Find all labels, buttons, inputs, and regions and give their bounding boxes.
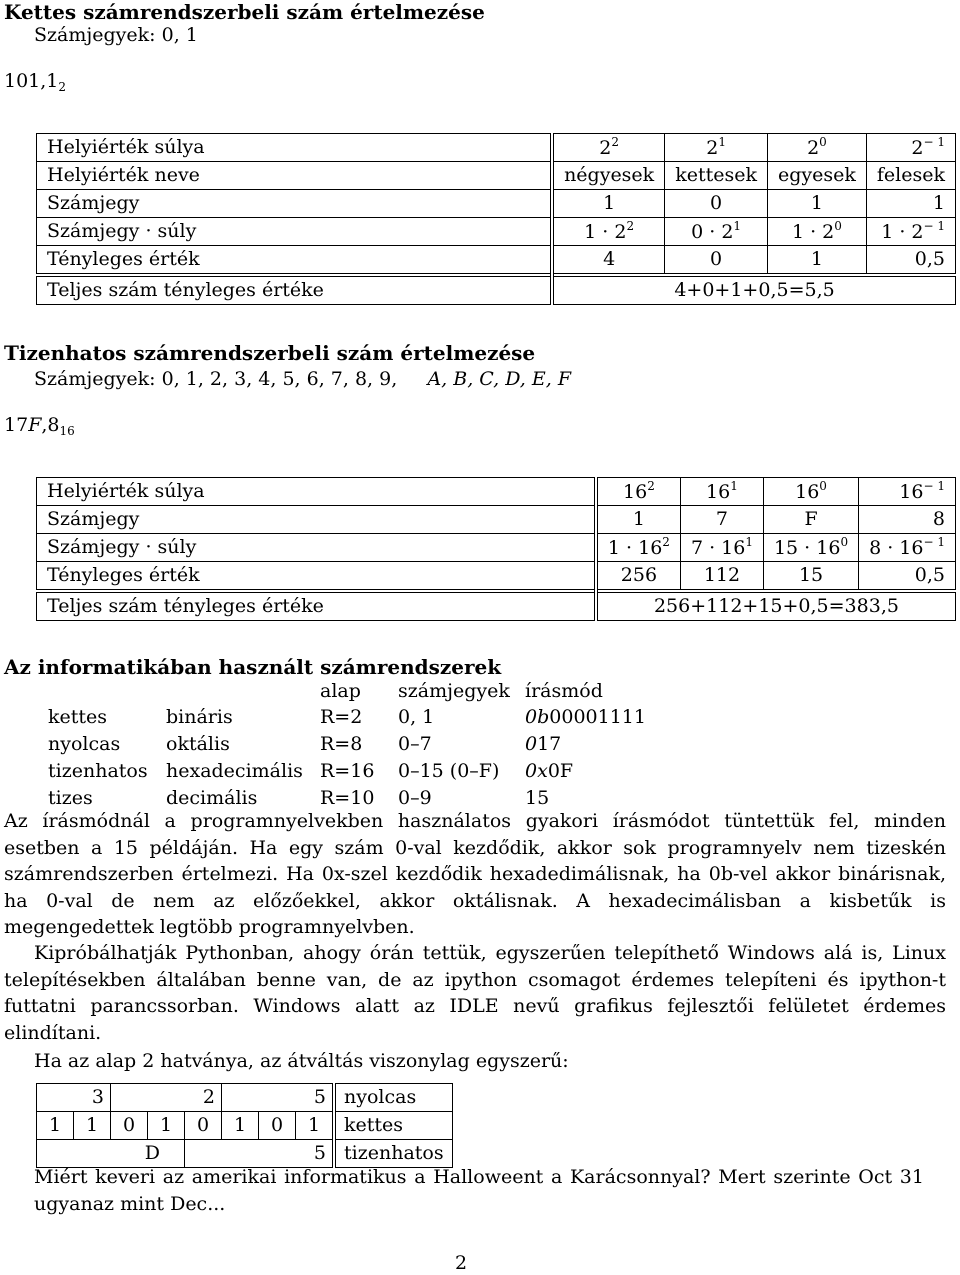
hex-digits-line: Számjegyek: 0, 1, 2, 3, 4, 5, 6, 7, 8, 9, A, B, C, D, E, F [34,368,572,390]
table-cell: 0 [665,246,768,276]
cell: nyolcas [48,733,121,755]
table-cell: $2^1$ [665,134,768,162]
table-row [37,506,956,534]
conversion-intro: Ha az alap 2 hatványa, az átváltás viszonylag egyszerű: [34,1050,569,1072]
table-row [37,190,956,218]
table-cell: 0,5 [859,562,956,592]
row-label: Helyiérték súlya [37,478,596,506]
row-label: Számjegy · súly [37,218,553,246]
python-paragraph: Kipróbálhatják Pythonban, ahogy órán tettük, egyszerűen telepíthető Windows alá is, Linux telepítésekben általában benne van, de az ipython csomagot érdemes telepíteni és ipython-t futtatni parancssorban. Windows alatt az IDLE nevű grafikus fejlesztői felületet érdemes elindítani. [4,942,946,1044]
cell: 0–7 [398,733,432,755]
cell: kettes [48,706,108,728]
cell: R=8 [320,733,363,755]
row-label: Tényleges érték [37,246,553,276]
octal-digit: 2 [111,1084,222,1112]
table-cell: 1 [767,190,866,218]
bit-cell: 0 [259,1112,296,1140]
bit-cell: 1 [148,1112,185,1140]
table-cell: kettesek [665,162,768,190]
table-cell: 1 [596,506,681,534]
table-cell: $2^2$ [552,134,665,162]
table-cell: $8 \cdot 16^{- 1}$ [859,534,956,562]
table-cell: $16^1$ [680,478,763,506]
table-cell: $7 \cdot 16^1$ [680,534,763,562]
binary-row [37,1112,453,1140]
notation-paragraph: Az írásmódnál a programnyelvekben használatos gyakori írásmódot tüntettük fel, minden esetben a 15 példáján. Ha egy szám 0-val kezdődik, akkor sok programnyelv nem tizeskén számrendszerben értelmezi. Ha 0x-szel kezdődik hexadedimálisnak, ha 0b-vel akkor binárisnak, ha 0-val de nem az előzőekkel, akkor oktálisnak. A hexadecimálisban a kisbetűk is megengedettek legtöbb programnyelvben. [4,810,946,938]
table-cell: egyesek [767,162,866,190]
cell: R=2 [320,706,363,728]
table-cell: 256 [596,562,681,592]
cell: R=16 [320,760,375,782]
table-cell: 0,5 [866,246,955,276]
column-header: alap [320,680,361,702]
binary-example-number: $101,1_2$ [4,70,67,94]
table-row [37,478,956,506]
cell: 0–9 [398,787,432,809]
hex-digit: D [37,1140,185,1168]
table-cell: $0 \cdot 2^1$ [665,218,768,246]
table-cell: 15 [763,562,858,592]
column-header: számjegyek [398,680,510,702]
table-cell: F [763,506,858,534]
total-row [37,591,956,621]
table-cell: $1 \cdot 2^2$ [552,218,665,246]
bit-cell: 1 [296,1112,335,1140]
table-cell: felesek [866,162,955,190]
notation-cell: 0b00001111 [525,706,646,728]
cell: hexadecimális [166,760,303,782]
table-row [37,562,956,592]
octal-digit: 3 [37,1084,111,1112]
row-label: Tényleges érték [37,562,596,592]
table-cell: $1 \cdot 2^{- 1}$ [866,218,955,246]
table-cell: $2^0$ [767,134,866,162]
table-cell: 1 [866,190,955,218]
bit-cell: 1 [74,1112,111,1140]
bit-cell: 0 [111,1112,148,1140]
hex-place-value-table [36,477,956,621]
binary-label: kettes [334,1112,452,1140]
table-cell: $1 \cdot 2^0$ [767,218,866,246]
notation-cell: 15 [525,787,550,809]
table-cell: négyesek [552,162,665,190]
table-cell: 112 [680,562,763,592]
table-row [37,134,956,162]
octal-label: nyolcas [334,1084,452,1112]
cell: bináris [166,706,233,728]
cell: 0, 1 [398,706,435,728]
total-value: 256+112+15+0,5=383,5 [596,591,956,621]
table-cell: 7 [680,506,763,534]
table-cell: $16^{- 1}$ [859,478,956,506]
cell: oktális [166,733,230,755]
binary-place-value-table [36,133,956,305]
row-label: Helyiérték súlya [37,134,553,162]
number-systems-title: Az informatikában használt számrendszerek [4,655,502,679]
cell: tizes [48,787,93,809]
page-number: 2 [455,1252,468,1274]
notation-cell: 0x0F [525,760,574,782]
binary-section-title: Kettes számrendszerbeli szám értelmezése [4,0,485,24]
bit-cell: 0 [185,1112,222,1140]
total-row [37,275,956,305]
row-label: Helyiérték neve [37,162,553,190]
bit-cell: 1 [222,1112,259,1140]
table-cell: 0 [665,190,768,218]
row-label: Számjegy [37,190,553,218]
column-header: írásmód [525,680,603,702]
octal-row [37,1084,453,1112]
table-cell: $2^{- 1}$ [866,134,955,162]
total-label: Teljes szám tényleges értéke [37,275,553,305]
hex-example-number: $17F,8_{16}$ [4,414,75,438]
octal-digit: 5 [222,1084,335,1112]
hex-label: tizenhatos [334,1140,452,1168]
table-cell: $1 \cdot 16^2$ [596,534,681,562]
conversion-table [36,1083,453,1168]
row-label: Számjegy [37,506,596,534]
cell: decimális [166,787,258,809]
table-row [37,246,956,276]
cell: R=10 [320,787,375,809]
table-cell: $16^2$ [596,478,681,506]
joke-paragraph: Miért keveri az amerikai informatikus a Halloweent a Karácsonnyal? Mert szerinte Oct 31 ugyanaz mint Dec... [34,1166,924,1215]
cell: 0–15 (0–F) [398,760,500,782]
table-cell: 1 [552,190,665,218]
table-cell: $15 \cdot 16^0$ [763,534,858,562]
total-label: Teljes szám tényleges értéke [37,591,596,621]
hex-section-title: Tizenhatos számrendszerbeli szám értelmezése [4,341,536,365]
table-cell: 1 [767,246,866,276]
binary-digits-line: Számjegyek: 0, 1 [34,24,198,46]
hex-digit: 5 [185,1140,335,1168]
row-label: Számjegy · súly [37,534,596,562]
table-cell: $16^0$ [763,478,858,506]
total-value: 4+0+1+0,5=5,5 [552,275,955,305]
cell: tizenhatos [48,760,148,782]
table-cell: 8 [859,506,956,534]
notation-cell: 017 [525,733,562,755]
bit-cell: 1 [37,1112,74,1140]
table-row [37,218,956,246]
table-row [37,534,956,562]
table-cell: 4 [552,246,665,276]
table-row [37,162,956,190]
